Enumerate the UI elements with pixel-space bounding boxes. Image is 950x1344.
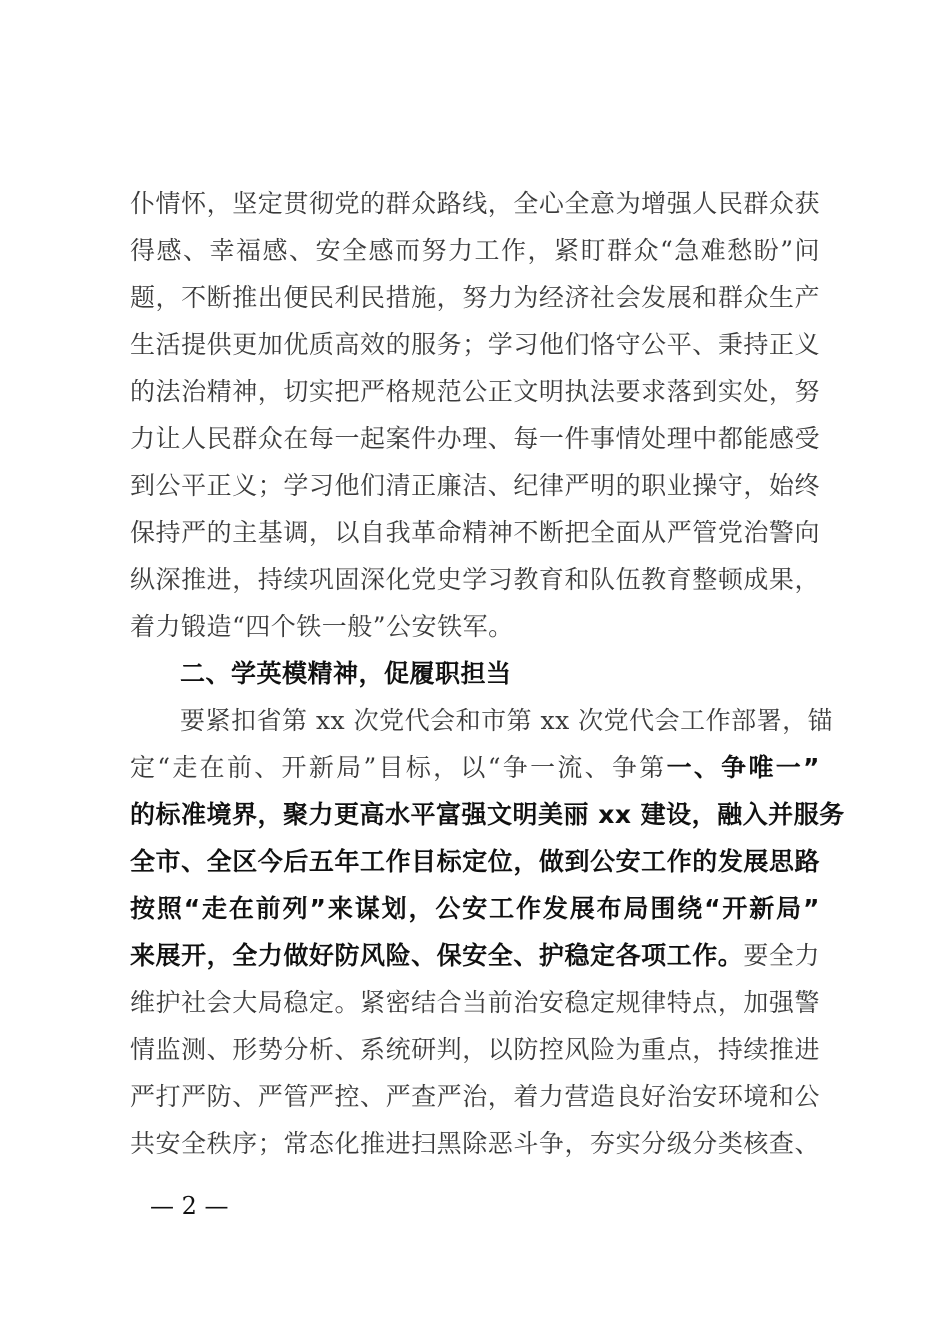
- line-bold-text: 一、争唯一”: [666, 753, 820, 782]
- paragraph-line: 的法治精神，切实把严格规范公正文明执法要求落到实处，努: [130, 377, 820, 406]
- paragraph-line: 纵深推进，持续巩固深化党史学习教育和队伍教育整顿成果，: [130, 565, 820, 594]
- line-plain-text: 定“走在前、开新局”目标，以“争一流、争第: [130, 753, 667, 782]
- paragraph-line: 着力锻造“四个铁一般”公安铁军。: [130, 612, 514, 641]
- section-heading: 二、学英模精神，促履职担当: [180, 659, 512, 688]
- paragraph-line: 共安全秩序；常态化推进扫黑除恶斗争，夯实分级分类核查、: [130, 1129, 820, 1158]
- paragraph-line: 得感、幸福感、安全感而努力工作，紧盯群众“急难愁盼”问: [130, 236, 820, 265]
- paragraph-line: 仆情怀，坚定贯彻党的群众路线，全心全意为增强人民群众获: [130, 189, 820, 218]
- paragraph-line-bold: 的标准境界，聚力更高水平富强文明美丽 xx 建设，融入并服务: [130, 800, 845, 829]
- paragraph-line: 题，不断推出便民利民措施，努力为经济社会发展和群众生产: [130, 283, 820, 312]
- paragraph-line: [130, 746, 820, 790]
- paragraph-line: 要紧扣省第 xx 次党代会和市第 xx 次党代会工作部署，锚: [180, 706, 834, 735]
- paragraph-line: [130, 934, 820, 978]
- paragraph-line: 到公平正义；学习他们清正廉洁、纪律严明的职业操守，始终: [130, 471, 820, 500]
- page-number: — 2 —: [150, 1192, 229, 1220]
- line-plain-text: 要全力: [743, 941, 820, 970]
- paragraph-line-bold: 按照“走在前列”来谋划，公安工作发展布局围绕“开新局”: [130, 894, 820, 923]
- paragraph-line: 严打严防、严管严控、严查严治，着力营造良好治安环境和公: [130, 1082, 820, 1111]
- paragraph-line: 情监测、形势分析、系统研判，以防控风险为重点，持续推进: [130, 1035, 820, 1064]
- paragraph-line-bold: 全市、全区今后五年工作目标定位，做到公安工作的发展思路: [130, 847, 820, 876]
- paragraph-line: 力让人民群众在每一起案件办理、每一件事情处理中都能感受: [130, 424, 820, 453]
- paragraph-line: 保持严的主基调，以自我革命精神不断把全面从严管党治警向: [130, 518, 820, 547]
- paragraph-line: 维护社会大局稳定。紧密结合当前治安稳定规律特点，加强警: [130, 988, 820, 1017]
- line-bold-text: 来展开，全力做好防风险、保安全、护稳定各项工作。: [130, 941, 744, 970]
- paragraph-line: 生活提供更加优质高效的服务；学习他们恪守公平、秉持正义: [130, 330, 820, 359]
